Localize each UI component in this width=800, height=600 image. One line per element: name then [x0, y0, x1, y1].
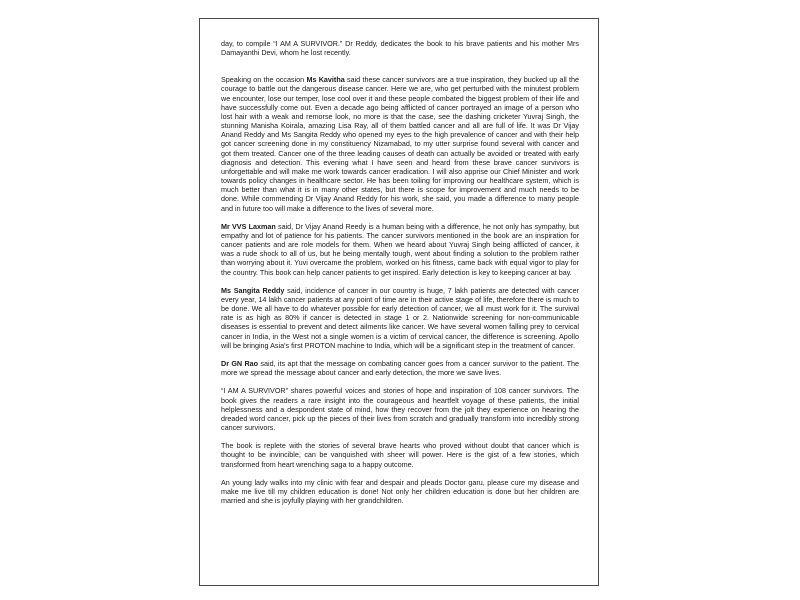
paragraph-intro-continued: day, to compile “I AM A SURVIVOR.” Dr Reddy, dedicates the book to his brave patients and his mother Mrs Damayanthi Devi, whom he lost recently. [221, 39, 579, 58]
paragraph-rao: Dr GN Rao said, its apt that the message on combating cancer goes from a cancer survivor to the patient. The more we spread the message about cancer and early detection, the more we save lives. [221, 358, 579, 378]
paragraph-sangita: Ms Sangita Reddy said, incidence of cancer in our country is huge, 7 lakh patients are detected with cancer every year, 14 lakh cancer patients at any point of time are in their active stage of life, therefore there is much to be done. We all have to do whatever possible for early detection of cancer, we all must work for it. The survival rate is as high as 80% if cancer is detected in stage 1 or 2. Nationwide screening for non-communicable diseases is essential to prevent and detect ailments like cancer. We have several women falling prey to cervical cancer in India, in the West not a single women is a victim of cervical cancer, the difference is screening. Apollo will be bringing Asia's first PROTON machine to India, which will be a significant step in the treatment of cancer. [221, 285, 579, 350]
paragraph-kavitha: Speaking on the occasion Ms Kavitha said these cancer survivors are a true inspiration, they bucked up all the courage to battle out the dangerous disease cancer. Here we are, who get perturbed with the minutest problem we encounter, lose our temper, lose cool over it and these people combated the biggest problem of their life and have successfully come out. Even a decade ago being afflicted of cancer portrayed an image of a person who lost hair with a weak and remorse look, no more is that the case, see the dashing cricketer Yuvraj Singh, the stunning Manisha Koirala, amazing Lisa Ray, all of them battled cancer and all are full of life. It was Dr Vijay Anand Reddy and Ms Sangita Reddy who opened my eyes to the high prevalence of cancer and with their help got cancer screening done in my constituency Nizamabad, to my utter surprise found several with cancer and got them treated. Cancer one of the three leading causes of death can actually be avoided or treated with early diagnosis and detection. This evening what I have seen and heard from these brave cancer survivors is unforgettable and will make me work towards cancer eradication. I will also apprise our Chief Minister and work towards policy changes in healthcare sector. He has been toiling for improving our healthcare system, which is much better than what it is in many other states, but there is scope for improvement and much needs to be done. While commending Dr Vijay Anand Reddy for his work, she said, you made a difference to many people and in future too will make a difference to the lives of several more. [221, 75, 579, 213]
speaker-name: Ms Sangita Reddy [221, 285, 285, 295]
paragraph-laxman: Mr VVS Laxman said, Dr Vijay Anand Reedy is a human being with a difference, he not only has sympathy, but empathy and lot of patience for his patients. The cancer survivors mentioned in the book are an inspiration for cancer patients and are role models for them. When we heard about Yuvraj Singh being afflicted of cancer, it was a rude shock to all of us, but he being mentally tough, went about finding a solution to the problem rather than worrying about it. Yuvi overcame the problem, worked on his fitness, came back with equal vigor to play for the country. This book can help cancer patients to get inspired. Early detection is key to keeping cancer at bay. [221, 221, 579, 277]
paragraph-book-intro: “I AM A SURVIVOR” shares powerful voices and stories of hope and inspiration of 108 cancer survivors. The book gives the readers a rare insight into the courageous and heartfelt voyage of these patients, the initial helplessness and a despondent state of mind, how they recover from the jolt they experience on hearing the dreaded word cancer, pick up the pieces of their lives from scratch and gradually transform into incredibly strong cancer survivors. [221, 386, 579, 432]
speaker-name: Dr GN Rao [221, 358, 259, 368]
paragraph-book-replete: The book is replete with the stories of several brave hearts who proved without doubt that cancer which is thought to be invincible, can be vanquished with sheer will power. Here is the gist of a few stories, which transformed from heart wrenching saga to a happy outcome. [221, 441, 579, 469]
document-page [199, 18, 599, 586]
paragraph-story-young-lady: An young lady walks into my clinic with fear and despair and pleads Doctor garu, please cure my disease and make me live till my children education is done! Not only her children education is done but her children are married and she is joyfully playing with her grandchildren. [221, 477, 579, 506]
speaker-name: Ms Kavitha [306, 75, 345, 85]
speaker-name: Mr VVS Laxman [221, 221, 276, 231]
document-body [221, 39, 579, 514]
